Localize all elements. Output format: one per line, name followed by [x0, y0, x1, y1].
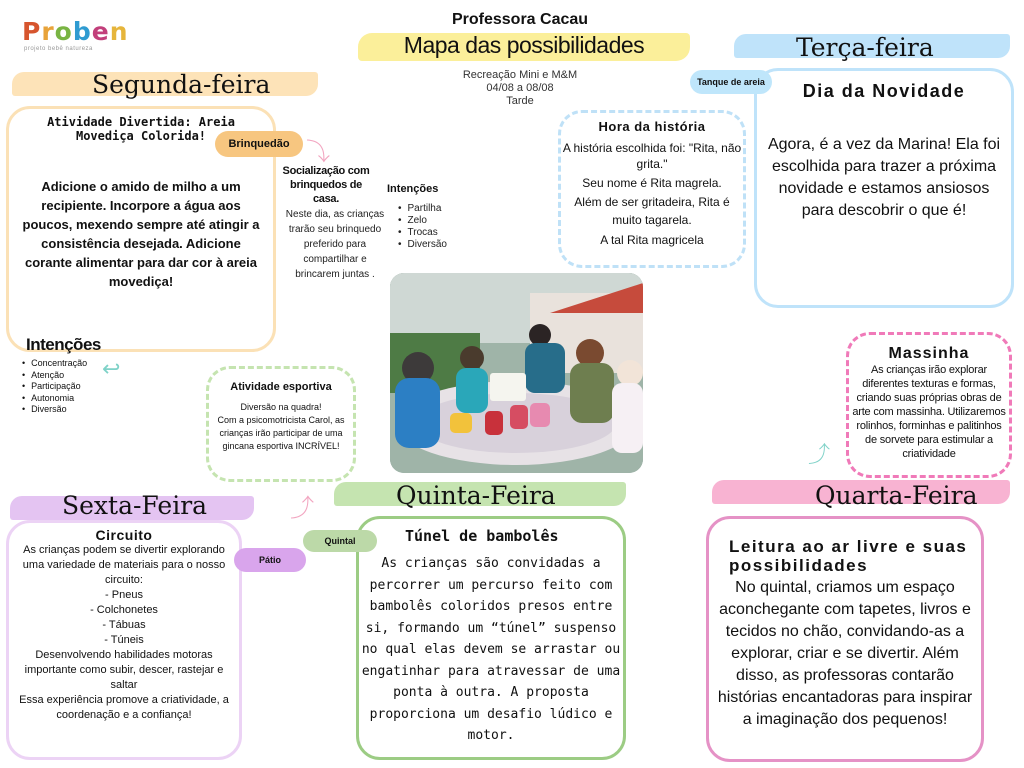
- massinha-body: As crianças irão explorar diferentes texturas e formas, criando suas próprias obras de arte com massinha. Utilizaremos rolinhos, forminhas e palitinhos de sorvete para estimular a criatividade: [852, 364, 1006, 460]
- sexta-line-6: Desenvolvendo habilidades motoras importante como subir, descer, rastejar e saltar: [24, 649, 224, 691]
- sexta-line-3: - Colchonetes: [90, 604, 158, 616]
- logo-wordmark: Proben: [22, 17, 129, 46]
- sexta-day-title: Sexta-Feira: [62, 491, 208, 520]
- historia-line-3: Além de ser gritadeira, Rita é muito tagarela.: [574, 195, 730, 227]
- esportiva-line-1: Diversão na quadra!: [240, 402, 322, 412]
- quinta-title: Túnel de bambolês: [405, 527, 559, 545]
- list-item: • Diversão: [22, 404, 87, 416]
- teacher-name: Professora Cacau: [451, 11, 589, 28]
- list-item: • Zelo: [398, 215, 447, 227]
- segunda-intencoes-list: [22, 358, 87, 416]
- esportiva-card: [206, 366, 356, 482]
- sexta-line-7: Essa experiência promove a criatividade, a coordenação e a confiança!: [19, 694, 229, 721]
- curved-arrow-icon: ↩: [102, 356, 121, 381]
- segunda-activity-body: Adicione o amido de milho a um recipiente. Incorpore a água aos poucos, mexendo sempre até atingir a consistência desejada. Adicione corante alimentar para dar cor à areia movediça!: [22, 179, 260, 289]
- photo-illustration: [390, 273, 643, 473]
- socializacao-intencoes-title: Intenções: [387, 183, 439, 195]
- terca-body: Agora, é a vez da Marina! Ela foi escolhida para trazer a próxima novidade e estamos ansiosos para descobrir o que é!: [767, 136, 1001, 219]
- curved-arrow-icon: ⤴: [808, 442, 831, 467]
- segunda-intencoes-title: Intenções: [26, 335, 101, 354]
- tanque-de-areia-tag: Tanque de areia: [690, 70, 772, 94]
- sexta-line-5: - Túneis: [104, 634, 144, 646]
- historia-title: Hora da história: [598, 119, 706, 134]
- quarta-body: No quintal, criamos um espaço aconchegante com tapetes, livros e tecidos no chão, convidando-as a explorar, criar e se divertir. Além disso, as professoras contarão histórias encantadoras para inspirar a imaginação dos pequenos!: [717, 579, 973, 728]
- quarta-title: Leitura ao ar livre e suas possibilidades: [729, 537, 968, 575]
- quinta-day-title: Quinta-Feira: [396, 481, 556, 510]
- list-item: • Concentração: [22, 358, 87, 370]
- quintal-tag: Quintal: [303, 530, 377, 552]
- terca-title: Dia da Novidade: [802, 81, 966, 101]
- curved-arrow-icon: ⤵: [306, 139, 330, 166]
- period: Tarde: [506, 95, 534, 107]
- segunda-day-title: Segunda-feira: [92, 70, 271, 99]
- terca-day-title: Terça-feira: [796, 33, 934, 62]
- sexta-title: Circuito: [95, 527, 153, 543]
- sexta-card: [6, 520, 242, 760]
- curved-arrow-icon: ⤴: [290, 495, 314, 522]
- socializacao-title: Socialização com brinquedos de casa.: [282, 165, 370, 205]
- terca-card: [754, 68, 1014, 308]
- sexta-line-1: As crianças podem se divertir explorando uma variedade de materiais para o nosso circuito:: [22, 544, 226, 586]
- massinha-title: Massinha: [888, 345, 970, 362]
- sexta-line-2: - Pneus: [105, 589, 143, 601]
- segunda-activity-title: Atividade Divertida: Areia Movediça Colorida!: [47, 115, 235, 143]
- list-item: • Atenção: [22, 370, 87, 382]
- quinta-card: [356, 516, 626, 760]
- page-title: Mapa das possibilidades: [403, 32, 645, 58]
- patio-tag: Pátio: [234, 548, 306, 572]
- proben-logo: [22, 17, 129, 60]
- historia-line-4: A tal Rita magricela: [600, 233, 704, 247]
- header-subtitle: [430, 69, 610, 108]
- date-range: 04/08 a 08/08: [486, 82, 554, 94]
- list-item: • Participação: [22, 381, 87, 393]
- esportiva-line-2: Com a psicomotricista Carol, as crianças irão participar de uma gincana esportiva INCRÍVEL!: [217, 415, 345, 451]
- quarta-card: [706, 516, 984, 762]
- list-item: • Trocas: [398, 227, 447, 239]
- historia-line-2: Seu nome é Rita magrela.: [582, 176, 722, 190]
- historia-line-1: A história escolhida foi: "Rita, não grita.": [562, 141, 742, 171]
- children-playing-photo: [390, 273, 643, 473]
- esportiva-title: Atividade esportiva: [230, 381, 332, 393]
- quarta-day-title: Quarta-Feira: [815, 481, 978, 510]
- socializacao-intencoes-list: [398, 203, 447, 251]
- logo-tagline: projeto bebê natureza: [24, 46, 93, 52]
- massinha-card: [846, 332, 1012, 478]
- list-item: • Partilha: [398, 203, 447, 215]
- group-name: Recreação Mini e M&M: [462, 69, 578, 81]
- sexta-line-4: - Tábuas: [102, 619, 146, 631]
- socializacao-body: Neste dia, as crianças trarão seu brinquedo preferido para compartilhar e brincarem juntas .: [285, 209, 385, 280]
- historia-card: [558, 110, 746, 268]
- list-item: • Autonomia: [22, 393, 87, 405]
- brinquedao-tag: Brinquedão: [215, 131, 303, 157]
- list-item: • Diversão: [398, 239, 447, 251]
- quinta-body: As crianças são convidadas a percorrer um percurso feito com bambolês coloridos presos entre si, formando um “túnel” suspenso no qual elas devem se arrastar ou engatinhar para atravessar de uma ponta à outra. A proposta proporciona um desafio lúdico e motor.: [361, 556, 621, 743]
